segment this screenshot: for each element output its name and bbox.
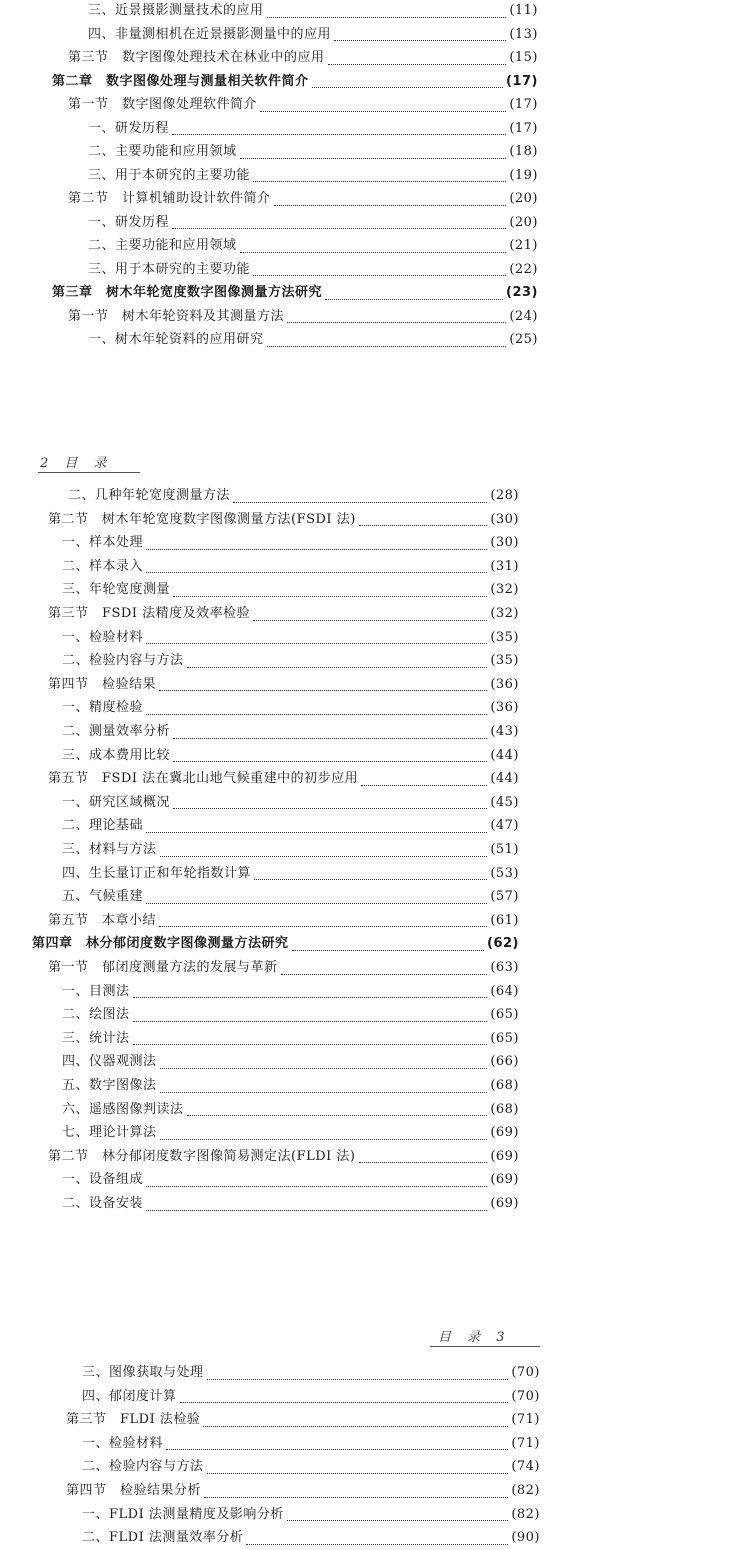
toc-entry-page: (90): [511, 1530, 540, 1546]
toc-entry-page: (45): [490, 794, 519, 810]
toc-entry-title: 一、研究区域概况: [62, 794, 171, 810]
dot-leader: [159, 914, 487, 927]
toc-entry-page: (69): [490, 1172, 519, 1188]
toc-entry-title: 五、数字图像法: [62, 1078, 157, 1093]
toc-entry-title: 一、样本处理: [62, 535, 144, 551]
dot-leader: [146, 537, 487, 550]
toc-entry: [48, 674, 519, 696]
toc-entry-page: (25): [509, 332, 538, 347]
dot-leader: [328, 52, 507, 65]
dot-leader: [325, 287, 503, 300]
toc-entry-title: 二、样本录入: [62, 558, 144, 574]
dot-leader: [312, 75, 504, 88]
toc-entry: [52, 71, 538, 93]
toc-entry-title: 第四章 林分郁闭度数字图像测量方法研究: [32, 936, 289, 952]
toc-entry-title: 七、理论计算法: [62, 1125, 157, 1141]
toc-entry-page: (35): [490, 653, 519, 669]
toc-entry-title: 一、FLDI 法测量精度及影响分析: [82, 1506, 284, 1522]
toc-entry-page: (22): [509, 261, 538, 277]
toc-entry-page: (62): [487, 936, 519, 952]
toc-entry-title: 第五节 FSDI 法在冀北山地气候重建中的初步应用: [48, 771, 359, 787]
toc-entry-page: (64): [490, 983, 519, 999]
toc-entry: [62, 627, 519, 649]
toc-entry: [88, 235, 538, 257]
toc-entry: [82, 1433, 540, 1455]
toc-entry: [88, 259, 538, 281]
toc-entry-page: (19): [509, 167, 538, 183]
dot-leader: [240, 240, 507, 253]
toc-entry-page: (70): [511, 1365, 540, 1380]
toc-entry: [88, 165, 538, 187]
toc-entry: [48, 509, 519, 531]
toc-entry-page: (65): [490, 1030, 519, 1046]
toc-entry-page: (68): [490, 1078, 519, 1093]
toc-entry: [88, 212, 538, 234]
toc-entry: [88, 24, 538, 46]
toc-entry-title: 四、郁闭度计算: [82, 1388, 177, 1404]
toc-entry: [62, 1028, 519, 1050]
dot-leader: [281, 962, 488, 975]
dot-leader: [334, 28, 506, 41]
toc-entry-page: (44): [490, 747, 519, 763]
toc-entry-title: 第四节 检验结果: [48, 676, 157, 692]
toc-entry: [48, 768, 519, 790]
toc-entry-title: 第三章 树木年轮宽度数字图像测量方法研究: [52, 285, 323, 300]
dot-leader: [240, 146, 507, 159]
toc-entry-title: 二、测量效率分析: [62, 724, 171, 739]
toc-entry: [62, 815, 519, 837]
toc-entry-page: (20): [509, 214, 538, 230]
toc-entry-title: 二、几种年轮宽度测量方法: [68, 488, 231, 503]
toc-entry: [62, 792, 519, 814]
toc-entry-page: (71): [511, 1412, 540, 1428]
toc-entry: [62, 1075, 519, 1097]
dot-leader: [133, 985, 488, 998]
toc-entry-title: 二、检验内容与方法: [62, 653, 184, 669]
running-header-right: 目 录 3: [438, 1330, 511, 1345]
dot-leader: [274, 193, 507, 206]
dot-leader: [359, 513, 488, 526]
toc-entry-page: (66): [490, 1054, 519, 1070]
toc-entry: [62, 745, 519, 767]
dot-leader: [160, 844, 488, 857]
toc-entry-title: 第一节 树木年轮资料及其测量方法: [68, 308, 285, 324]
toc-entry: [62, 839, 519, 861]
toc-entry: [68, 485, 519, 507]
toc-entry-page: (68): [490, 1101, 519, 1117]
toc-entry: [62, 650, 519, 672]
toc-entry-page: (61): [490, 912, 519, 928]
toc-entry-title: 四、仪器观测法: [62, 1054, 157, 1070]
dot-leader: [253, 263, 506, 276]
dot-leader: [159, 678, 487, 691]
dot-leader: [180, 1390, 509, 1403]
dot-leader: [204, 1485, 508, 1498]
toc-entry: [88, 329, 538, 351]
dot-leader: [146, 702, 487, 715]
toc-entry-page: (63): [490, 960, 519, 975]
toc-entry-title: 二、FLDI 法测量效率分析: [82, 1530, 244, 1546]
dot-leader: [133, 1032, 488, 1045]
dot-leader: [146, 631, 487, 644]
toc-entry-page: (70): [511, 1388, 540, 1404]
toc-entry-page: (74): [511, 1459, 540, 1475]
toc-entry-title: 三、成本费用比较: [62, 747, 171, 763]
toc-entry: [88, 141, 538, 163]
toc-entry: [52, 282, 538, 304]
toc-entry-title: 一、检验材料: [62, 629, 144, 645]
toc-entry: [62, 1004, 519, 1026]
dot-leader: [260, 99, 506, 112]
toc-entry-title: 五、气候重建: [62, 889, 144, 905]
toc-entry-page: (57): [490, 889, 519, 905]
toc-entry: [62, 721, 519, 743]
toc-entry-page: (13): [509, 26, 538, 42]
toc-entry-title: 一、设备组成: [62, 1172, 144, 1188]
toc-entry-title: 三、年轮宽度测量: [62, 582, 171, 598]
toc-entry-page: (32): [490, 606, 519, 621]
toc-entry-title: 一、检验材料: [82, 1435, 164, 1451]
dot-leader: [173, 749, 487, 762]
toc-entry-title: 一、研发历程: [88, 120, 170, 136]
toc-entry: [82, 1362, 540, 1384]
toc-entry-page: (17): [506, 73, 538, 89]
toc-entry-page: (32): [490, 582, 519, 598]
toc-entry-title: 四、非量测相机在近景摄影测量中的应用: [88, 26, 332, 42]
dot-leader: [359, 1150, 488, 1163]
toc-entry-title: 三、材料与方法: [62, 842, 157, 857]
toc-entry-page: (23): [506, 285, 538, 300]
toc-entry: [62, 981, 519, 1003]
running-header-left: 2 目 录: [40, 456, 113, 471]
toc-entry-page: (17): [509, 97, 538, 112]
toc-entry-page: (11): [509, 3, 538, 18]
toc-entry-title: 第二节 计算机辅助设计软件简介: [68, 191, 271, 206]
dot-leader: [146, 891, 487, 904]
toc-entry-page: (69): [490, 1148, 519, 1164]
toc-entry-page: (43): [490, 724, 519, 739]
toc-entry-title: 二、绘图法: [62, 1007, 130, 1023]
toc-entry-page: (18): [509, 144, 538, 159]
toc-entry-title: 第四节 检验结果分析: [66, 1483, 202, 1498]
dot-leader: [207, 1461, 509, 1474]
dot-leader: [246, 1532, 508, 1545]
toc-entry-page: (69): [490, 1196, 519, 1211]
toc-entry: [88, 0, 538, 22]
header-rule: [38, 472, 140, 473]
toc-entry-page: (17): [509, 120, 538, 136]
toc-entry-page: (30): [490, 535, 519, 551]
dot-leader: [173, 796, 487, 809]
toc-entry-page: (71): [511, 1435, 540, 1451]
toc-entry-page: (53): [490, 865, 519, 881]
dot-leader: [254, 867, 487, 880]
dot-leader: [166, 1437, 508, 1450]
toc-entry-page: (69): [490, 1125, 519, 1141]
toc-entry: [82, 1504, 540, 1526]
toc-entry-page: (30): [490, 511, 519, 527]
dot-leader: [146, 560, 487, 573]
toc-entry: [82, 1386, 540, 1408]
dot-leader: [187, 1103, 488, 1116]
toc-entry-page: (35): [490, 629, 519, 645]
toc-entry-page: (44): [490, 771, 519, 787]
dot-leader: [133, 1009, 488, 1022]
dot-leader: [287, 1508, 508, 1521]
header-rule: [430, 1346, 540, 1347]
toc-entry: [62, 556, 519, 578]
toc-entry-title: 一、树木年轮资料的应用研究: [88, 332, 264, 347]
dot-leader: [160, 1056, 488, 1069]
toc-entry-title: 第一节 郁闭度测量方法的发展与革新: [48, 960, 278, 975]
toc-entry: [62, 1099, 519, 1121]
toc-entry-title: 三、图像获取与处理: [82, 1365, 204, 1380]
dot-leader: [187, 655, 488, 668]
toc-entry: [62, 1169, 519, 1191]
toc-entry-title: 二、检验内容与方法: [82, 1459, 204, 1475]
toc-entry-title: 三、近景摄影测量技术的应用: [88, 3, 264, 18]
toc-entry: [62, 579, 519, 601]
toc-entry-title: 二、理论基础: [62, 818, 144, 834]
dot-leader: [160, 1080, 488, 1093]
dot-leader: [233, 490, 487, 503]
toc-entry-title: 二、设备安装: [62, 1196, 144, 1211]
dot-leader: [160, 1127, 488, 1140]
toc-entry: [48, 603, 519, 625]
toc-entry-title: 第二节 树木年轮宽度数字图像测量方法(FSDI 法): [48, 511, 356, 527]
dot-leader: [207, 1367, 509, 1380]
toc-entry: [48, 957, 519, 979]
dot-leader: [292, 938, 485, 951]
dot-leader: [287, 310, 506, 323]
toc-entry-page: (21): [509, 238, 538, 253]
toc-entry-page: (24): [509, 308, 538, 324]
toc-entry-page: (20): [509, 191, 538, 206]
toc-entry: [62, 1193, 519, 1215]
dot-leader: [172, 216, 506, 229]
toc-entry-page: (36): [490, 700, 519, 716]
toc-entry: [88, 118, 538, 140]
dot-leader: [267, 5, 507, 18]
toc-entry: [62, 1051, 519, 1073]
toc-entry-page: (51): [490, 842, 519, 857]
dot-leader: [253, 608, 487, 621]
toc-entry: [68, 47, 538, 69]
toc-entry-title: 一、目测法: [62, 983, 130, 999]
toc-entry-page: (82): [511, 1483, 540, 1498]
dot-leader: [203, 1414, 508, 1427]
toc-entry-title: 一、精度检验: [62, 700, 144, 716]
toc-entry: [62, 886, 519, 908]
dot-leader: [146, 1198, 487, 1211]
toc-entry: [62, 863, 519, 885]
toc-entry: [68, 188, 538, 210]
toc-entry-title: 三、统计法: [62, 1030, 130, 1046]
toc-entry: [62, 1122, 519, 1144]
toc-entry: [82, 1456, 540, 1478]
toc-entry: [48, 910, 519, 932]
dot-leader: [361, 773, 487, 786]
toc-entry: [66, 1480, 540, 1502]
dot-leader: [172, 122, 506, 135]
dot-leader: [173, 726, 487, 739]
toc-entry: [62, 697, 519, 719]
toc-entry-title: 二、主要功能和应用领域: [88, 144, 237, 159]
dot-leader: [146, 820, 487, 833]
dot-leader: [253, 169, 506, 182]
toc-entry-page: (15): [509, 50, 538, 65]
dot-leader: [146, 1174, 487, 1187]
toc-entry-title: 第二章 数字图像处理与测量相关软件简介: [52, 73, 309, 89]
toc-entry-title: 六、遥感图像判读法: [62, 1101, 184, 1117]
toc-entry-title: 三、用于本研究的主要功能: [88, 167, 251, 183]
toc-entry-title: 第三节 FLDI 法检验: [66, 1412, 201, 1428]
toc-entry: [66, 1409, 540, 1431]
toc-entry-title: 第二节 林分郁闭度数字图像简易测定法(FLDI 法): [48, 1148, 356, 1164]
toc-entry-page: (82): [511, 1506, 540, 1522]
toc-entry-page: (47): [490, 818, 519, 834]
dot-leader: [173, 584, 487, 597]
toc-entry-page: (28): [490, 488, 519, 503]
toc-entry-title: 三、用于本研究的主要功能: [88, 261, 251, 277]
toc-entry-page: (36): [490, 676, 519, 692]
toc-entry-title: 第一节 数字图像处理软件简介: [68, 97, 258, 112]
toc-entry-page: (31): [490, 558, 519, 574]
toc-entry: [48, 1146, 519, 1168]
toc-entry-title: 四、生长量订正和年轮指数计算: [62, 865, 252, 881]
toc-entry-title: 第三节 FSDI 法精度及效率检验: [48, 606, 251, 621]
toc-entry: [68, 94, 538, 116]
toc-entry-title: 二、主要功能和应用领域: [88, 238, 237, 253]
toc-entry-title: 第五节 本章小结: [48, 912, 157, 928]
toc-entry: [68, 306, 538, 328]
toc-entry-title: 第三节 数字图像处理技术在林业中的应用: [68, 50, 325, 65]
toc-entry: [62, 532, 519, 554]
toc-entry-page: (65): [490, 1007, 519, 1023]
toc-entry-title: 一、研发历程: [88, 214, 170, 230]
dot-leader: [267, 334, 507, 347]
toc-entry: [32, 933, 519, 955]
